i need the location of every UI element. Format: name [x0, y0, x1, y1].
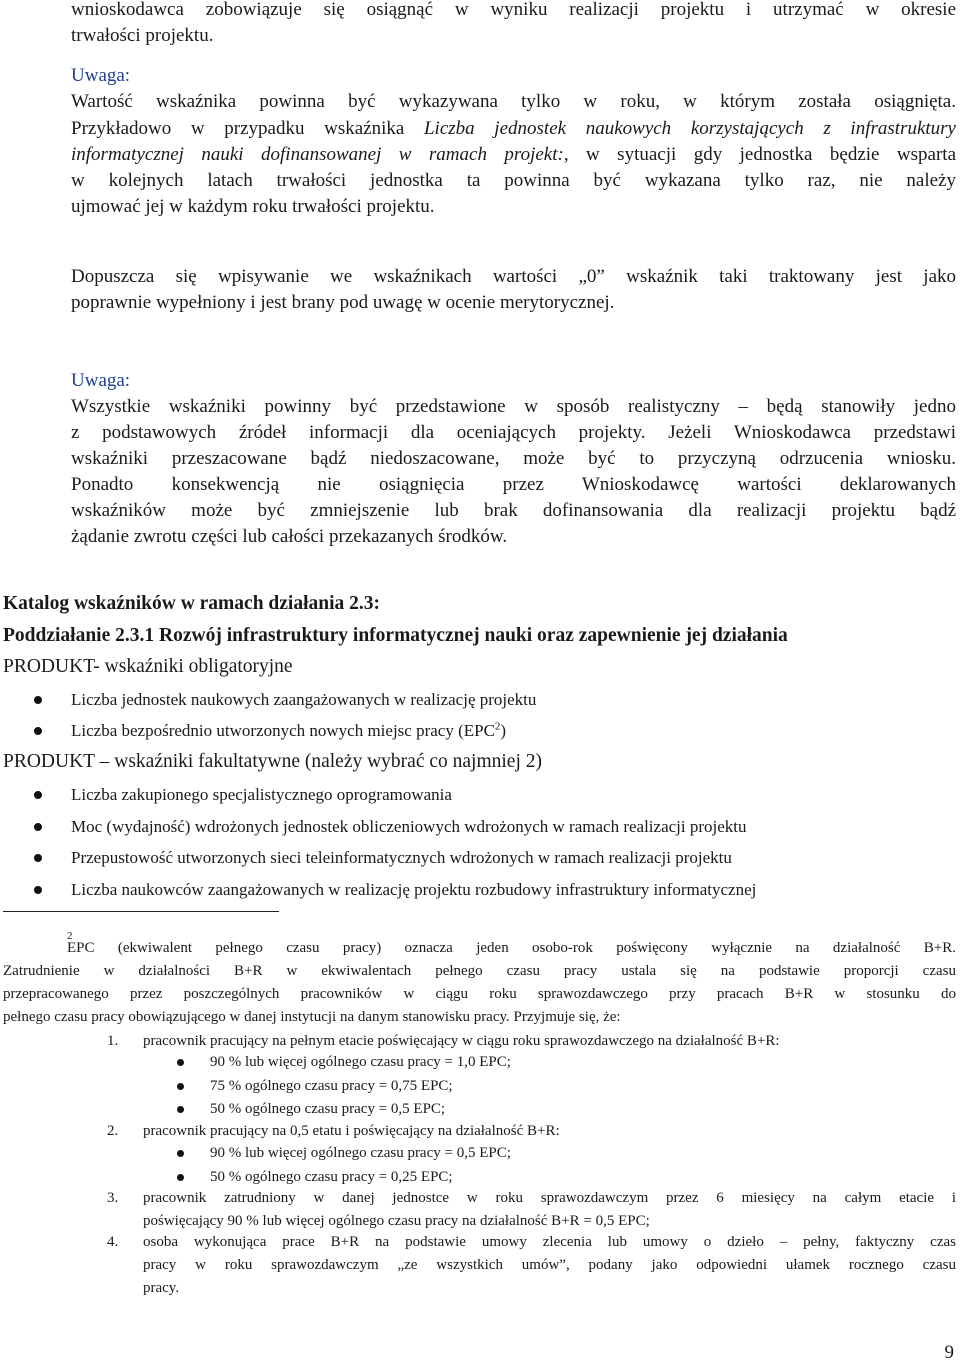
note2-line-2: z podstawowych źródeł informacji dla oceniających projekty. Jeżeli Wnioskodawca przedstawi — [71, 422, 956, 443]
footnote-item-number: 1. — [107, 1033, 119, 1049]
note2-line-5: wskaźników może być zmniejszenie lub brak dofinansowania dla realizacji projektu bądź — [71, 500, 956, 521]
zero-note-line-1: Dopuszcza się wpisywanie we wskaźnikach wartości „0” wskaźnik taki traktowany jest jako — [71, 266, 956, 287]
bullet-icon — [177, 1150, 184, 1157]
footnote-item-4-line-2: pracy w roku sprawozdawczym „ze wszystkich umów”, podany jako odpowiedni ułamek rocznego czasu — [143, 1257, 956, 1273]
footnote-subitem: 90 % lub więcej ogólnego czasu pracy = 0,5 EPC; — [210, 1145, 511, 1161]
footnote-item-number: 4. — [107, 1234, 119, 1250]
mandatory-item-1: Liczba jednostek naukowych zaangażowanych w realizację projektu — [71, 690, 537, 709]
footnote-item-1: pracownik pracujący na pełnym etacie poświęcający w ciągu roku sprawozdawczego na działalność B+R: — [143, 1033, 780, 1049]
bullet-icon — [177, 1174, 184, 1181]
note2-line-1: Wszystkie wskaźniki powinny być przedstawione w sposób realistyczny – będą stanowiły jedno — [71, 396, 956, 417]
optional-item-1: Liczba zakupionego specjalistycznego oprogramowania — [71, 785, 452, 804]
footnote-item-number: 2. — [107, 1123, 119, 1139]
optional-item-2: Moc (wydajność) wdrożonych jednostek obliczeniowych wdrożonych w ramach realizacji projektu — [71, 817, 747, 836]
mandatory-heading: PRODUKT- wskaźniki obligatoryjne — [3, 656, 293, 677]
mandatory-item-2: Liczba bezpośrednio utworzonych nowych miejsc pracy (EPC$^2$) — [71, 720, 507, 740]
footnote-line-3: przepracowanego przez poszczególnych pracowników w ciągu roku sprawozdawczego przy pracach B+R w stosunku do — [3, 986, 956, 1002]
footnote-subitem: 50 % ogólnego czasu pracy = 0,5 EPC; — [210, 1101, 446, 1117]
intro-line-1: wnioskodawca zobowiązuje się osiągnąć w wyniku realizacji projektu i utrzymać w okresie — [71, 0, 956, 20]
bullet-icon — [34, 886, 42, 894]
optional-heading: PRODUKT – wskaźniki fakultatywne (należy wybrać co najmniej 2) — [3, 751, 542, 772]
note2-label: Uwaga: — [71, 370, 131, 391]
note1-label: Uwaga: — [71, 65, 131, 86]
optional-item-4: Liczba naukowców zaangażowanych w realizację projektu rozbudowy infrastruktury informatycznej — [71, 880, 757, 899]
note2-line-4: Ponadto konsekwencją nie osiągnięcia przez Wnioskodawcę wartości deklarowanych — [71, 474, 956, 495]
subaction-heading: Poddziałanie 2.3.1 Rozwój infrastruktury informatycznej nauki oraz zapewnienie jej działania — [3, 625, 788, 646]
footnote-item-3-line-1: pracownik zatrudniony w danej jednostce w roku sprawozdawczym przez 6 miesięcy na całym etacie i — [143, 1190, 956, 1206]
bullet-icon — [34, 727, 42, 735]
bullet-icon — [177, 1083, 184, 1090]
bullet-icon — [34, 854, 42, 862]
footnote-ref: 2 — [494, 720, 501, 733]
footnote-marker: 2 — [67, 930, 73, 942]
footnote-line-2: Zatrudnienie w działalności B+R w ekwiwalentach pełnego czasu pracy ustala się na podstawie proporcji czasu — [3, 963, 956, 979]
note1-line-4: w kolejnych latach trwałości jednostka ta powinna być wykazana tylko raz, nie należy — [71, 170, 956, 191]
footnote-item-4-line-3: pracy. — [143, 1280, 180, 1296]
note1-line-5: ujmować jej w każdym roku trwałości projektu. — [71, 196, 435, 217]
note1-line-2: Przykładowo w przypadku wskaźnika Liczba jednostek naukowych korzystających z infrastruktury — [71, 118, 956, 139]
zero-note-line-2: poprawnie wypełniony i jest brany pod uwagę w ocenie merytorycznej. — [71, 292, 615, 313]
footnote-subitem: 75 % ogólnego czasu pracy = 0,75 EPC; — [210, 1078, 453, 1094]
footnote-subitem: 50 % ogólnego czasu pracy = 0,25 EPC; — [210, 1169, 453, 1185]
intro-line-2: trwałości projektu. — [71, 25, 214, 46]
footnote-line-4: pełnego czasu pracy obowiązującego w danej instytucji na danym stanowisku pracy. Przyjmuje się, że: — [3, 1009, 621, 1025]
bullet-icon — [34, 791, 42, 799]
bullet-icon — [177, 1059, 184, 1066]
catalog-heading: Katalog wskaźników w ramach działania 2.3: — [3, 593, 381, 614]
footnote-line-1: EPC (ekwiwalent pełnego czasu pracy) oznacza jeden osobo-rok poświęcony wyłącznie na działalność B+R. — [67, 940, 956, 956]
footnote-item-4-line-1: osoba wykonująca prace B+R na podstawie umowy zlecenia lub umowy o dzieło – pełny, faktyczny czas — [143, 1234, 956, 1250]
note1-line-1: Wartość wskaźnika powinna być wykazywana tylko w roku, w którym została osiągnięta. — [71, 91, 956, 112]
bullet-icon — [34, 696, 42, 704]
footnote-item-number: 3. — [107, 1190, 119, 1206]
footnote-subitem: 90 % lub więcej ogólnego czasu pracy = 1,0 EPC; — [210, 1054, 511, 1070]
footnote-separator — [3, 911, 279, 912]
bullet-icon — [34, 823, 42, 831]
note2-line-3: wskaźniki przeszacowane bądź niedoszacowane, może być to przyczyną odrzucenia wniosku. — [71, 448, 956, 469]
page-number: 9 — [944, 1342, 954, 1363]
note2-line-6: żądanie zwrotu części lub całości przekazanych środków. — [71, 526, 508, 547]
footnote-item-3-line-2: poświęcający 90 % lub więcej ogólnego czasu pracy na działalność B+R = 0,5 EPC; — [143, 1213, 650, 1229]
bullet-icon — [177, 1106, 184, 1113]
footnote-item-2: pracownik pracujący na 0,5 etatu i poświęcający na działalność B+R: — [143, 1123, 560, 1139]
note1-line-3: informatycznej nauki dofinansowanej w ramach projekt:, w sytuacji gdy jednostka będzie wsparta — [71, 144, 956, 165]
optional-item-3: Przepustowość utworzonych sieci teleinformatycznych wdrożonych w ramach realizacji projektu — [71, 848, 732, 867]
